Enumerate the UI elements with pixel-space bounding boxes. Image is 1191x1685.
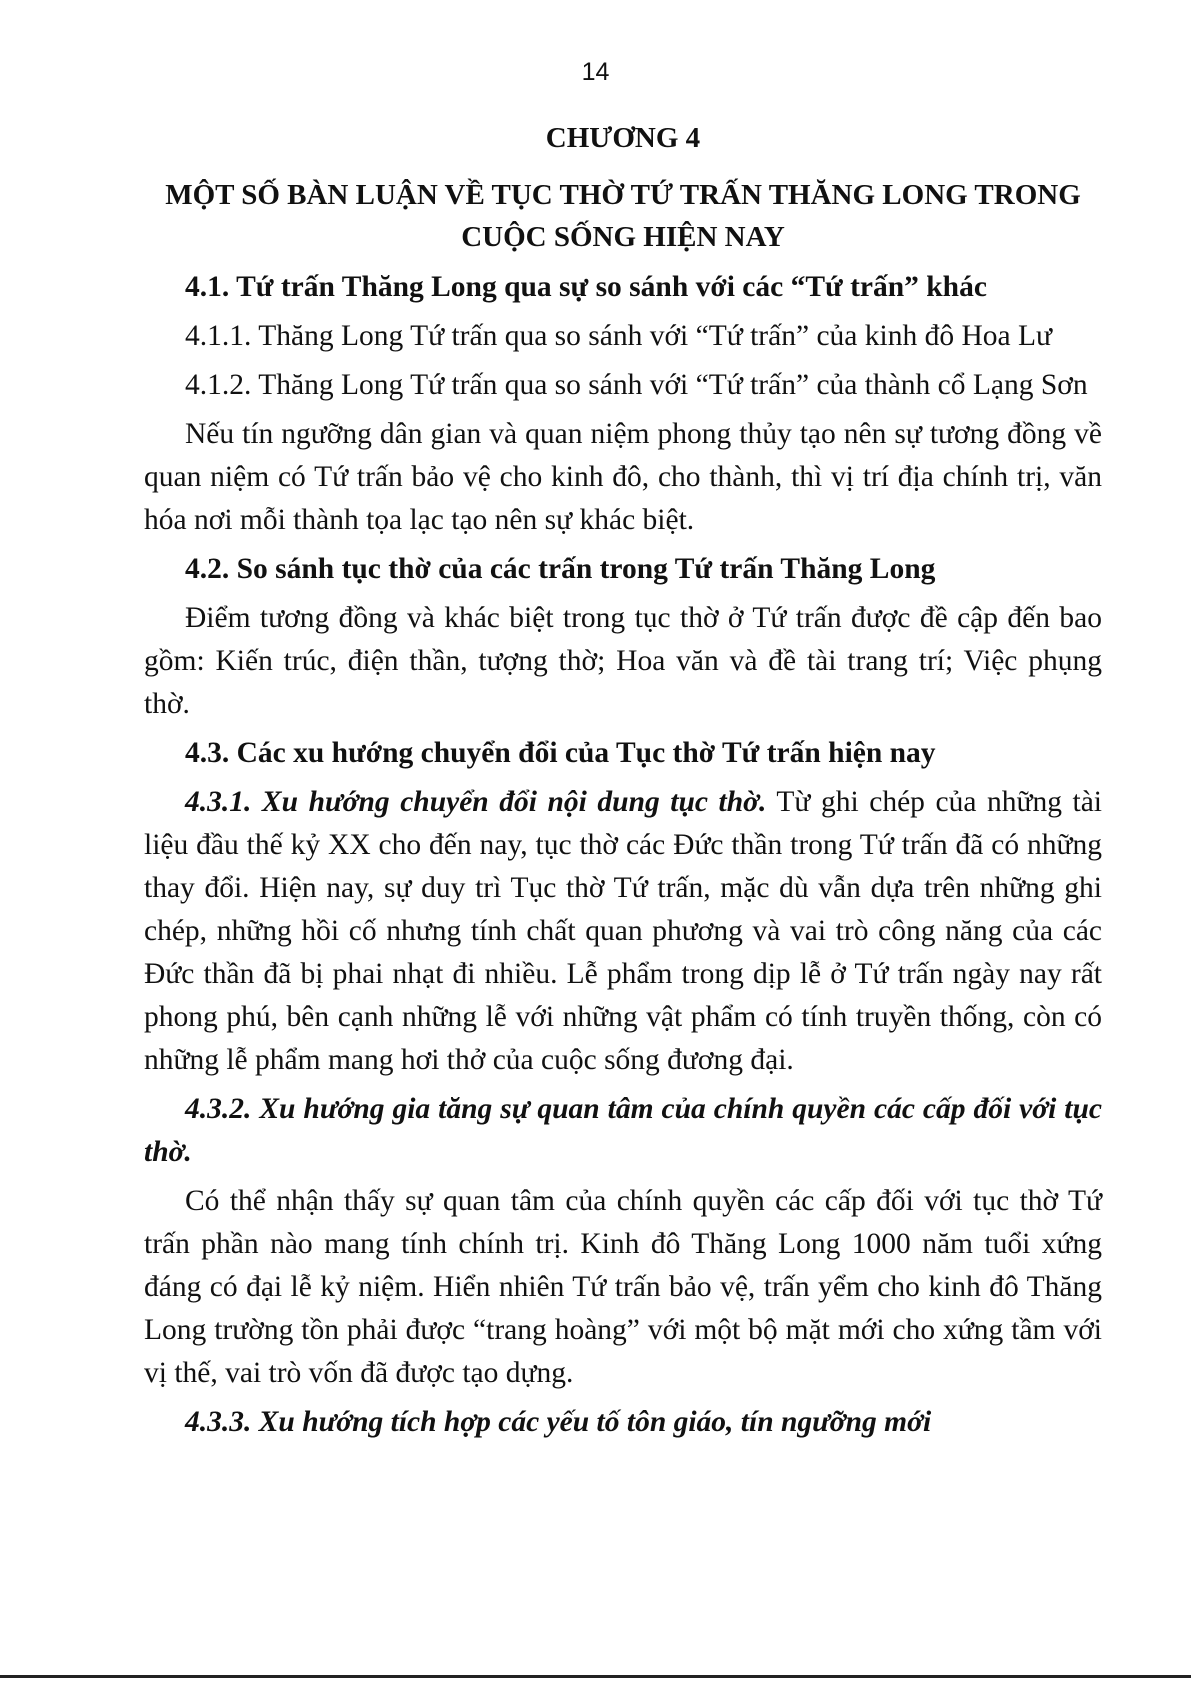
subsection-4-3-1-text: Từ ghi chép của những tài liệu đầu thế kỷ XX cho đến nay, tục thờ các Đức thần trong Tứ trấn đã có những thay đổi. Hiện nay, sự duy trì Tục thờ Tứ trấn, mặc dù vẫn dựa trên những ghi chép, những hồi cố nhưng tính chất quan phương và vai trò công năng của các Đức thần đã bị phai nhạt đi nhiều. Lễ phẩm trong dịp lễ ở Tứ trấn ngày nay rất phong phú, bên cạnh những lễ với những vật phẩm có tính truyền thống, còn có những lễ phẩm mang hơi thở của cuộc sống đương đại. [144, 786, 1102, 1076]
subsection-4-3-2-title: 4.3.2. Xu hướng gia tăng sự quan tâm của chính quyền các cấp đối với tục thờ. [144, 1093, 1102, 1168]
paragraph-4-3-2: Có thể nhận thấy sự quan tâm của chính quyền các cấp đối với tục thờ Tứ trấn phần nào mang tính chính trị. Kinh đô Thăng Long 1000 năm tuổi xứng đáng có đại lễ kỷ niệm. Hiển nhiên Tứ trấn bảo vệ, trấn yểm cho kinh đô Thăng Long trường tồn phải được “trang hoàng” với một bộ mặt mới cho xứng tầm với vị thế, vai trò vốn đã được tạo dựng. [144, 1185, 1102, 1389]
chapter-title: MỘT SỐ BÀN LUẬN VỀ TỤC THỜ TỨ TRẤN THĂNG LONG TRONG CUỘC SỐNG HIỆN NAY [165, 179, 1081, 253]
paragraph-4-2: Điểm tương đồng và khác biệt trong tục thờ ở Tứ trấn được đề cập đến bao gồm: Kiến trúc, điện thần, tượng thờ; Hoa văn và đề tài trang trí; Việc phụng thờ. [144, 602, 1102, 720]
subsection-4-1-1: 4.1.1. Thăng Long Tứ trấn qua so sánh với “Tứ trấn” của kinh đô Hoa Lư [185, 320, 1052, 352]
subsection-4-1-2: 4.1.2. Thăng Long Tứ trấn qua so sánh với “Tứ trấn” của thành cổ Lạng Sơn [185, 369, 1088, 401]
subsection-4-3-1-title: 4.3.1. Xu hướng chuyển đổi nội dung tục thờ. [185, 786, 767, 818]
page-number: 14 [581, 58, 610, 86]
subsection-4-3-3-title: 4.3.3. Xu hướng tích hợp các yếu tố tôn giáo, tín ngưỡng mới [185, 1406, 932, 1438]
chapter-label: CHƯƠNG 4 [545, 122, 701, 154]
paragraph-4-3-1 [144, 781, 1102, 1082]
section-heading-4-3: 4.3. Các xu hướng chuyển đổi của Tục thờ Tứ trấn hiện nay [185, 737, 936, 769]
document-body [144, 118, 1102, 1450]
paragraph-4-1: Nếu tín ngưỡng dân gian và quan niệm phong thủy tạo nên sự tương đồng về quan niệm có Tứ trấn bảo vệ cho kinh đô, cho thành, thì vị trí địa chính trị, văn hóa nơi mỗi thành tọa lạc tạo nên sự khác biệt. [144, 418, 1102, 536]
section-heading-4-2: 4.2. So sánh tục thờ của các trấn trong Tứ trấn Thăng Long [185, 553, 936, 585]
section-heading-4-1: 4.1. Tứ trấn Thăng Long qua sự so sánh với các “Tứ trấn” khác [185, 271, 987, 303]
bottom-rule [0, 1675, 1191, 1678]
